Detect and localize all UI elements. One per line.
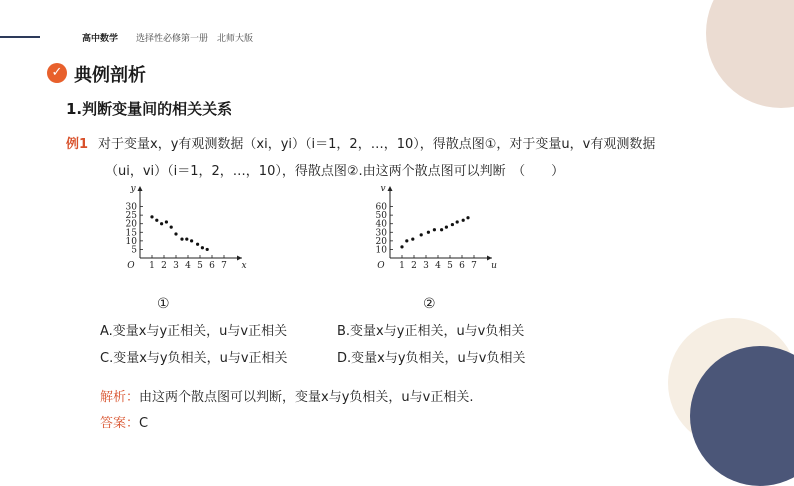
y-tick-label: 25 [125,211,137,222]
scatter-plot-2 [370,183,500,278]
data-point [155,219,158,222]
scatter-plot-1 [120,183,250,278]
y-tick-label: 10 [125,236,137,247]
answer-line [100,412,148,431]
figure-label-2: ② [423,296,436,312]
x-tick-label: 6 [459,261,465,271]
x-tick-label: 3 [173,261,179,271]
x-tick-label: 1 [149,261,155,271]
y-tick-label: 50 [375,211,387,222]
x-tick-label: 5 [197,261,203,271]
y-tick-label: 15 [125,228,137,239]
x-tick-label: 7 [221,261,227,271]
origin-label: O [127,261,135,271]
x-tick-label: 6 [209,261,215,271]
analysis-line [100,386,473,405]
section-title: 典例剖析 [74,65,146,86]
y-tick-label: 20 [375,236,387,247]
decorative-circle-beige [706,0,794,108]
y-tick-label: 5 [131,245,137,256]
y-axis-label: v [380,184,386,194]
data-point [201,246,204,249]
data-point [462,219,465,222]
origin-label: O [377,261,385,271]
y-tick-label: 40 [375,219,387,230]
y-tick-label: 30 [125,202,137,213]
data-point [180,238,183,241]
option-d[interactable]: D.变量x与y负相关，u与v负相关 [337,351,526,366]
question-line-2: （ui，vi）（i＝1，2，…，10），得散点图②.由这两个散点图可以判断 （ ） [105,164,565,179]
y-tick-label: 20 [125,219,137,230]
data-point [170,226,173,229]
option-c[interactable]: C.变量x与y负相关，u与v正相关 [100,351,288,366]
x-tick-label: 4 [435,261,441,271]
data-point [427,231,430,234]
data-point [165,220,168,223]
question-line-1 [66,133,655,152]
data-point [456,220,459,223]
y-tick-label: 60 [375,202,387,213]
y-axis-arrow-icon [138,186,143,191]
data-point [185,238,188,241]
option-a[interactable]: A.变量x与y正相关，u与v正相关 [100,324,288,339]
x-axis-label: u [491,261,497,271]
header-accent-bar [0,36,40,38]
data-point [400,245,403,248]
analysis-label: 解析： [100,390,140,405]
x-axis-arrow-icon [237,256,242,261]
x-tick-label: 2 [411,261,417,271]
data-point [206,248,209,251]
x-tick-label: 4 [185,261,191,271]
x-tick-label: 5 [447,261,453,271]
question-text-1: 对于变量x，y有观测数据（xi，yi）（i＝1，2，…，10），得散点图①，对于变量u，v有观测数据 [98,137,656,152]
data-point [150,215,153,218]
answer-text: C [139,416,149,431]
data-point [445,226,448,229]
data-point [160,222,163,225]
example-label: 例1 [66,137,89,152]
header-book-title: 高中数学 [82,34,119,44]
data-point [196,243,199,246]
header-subtitle: 选择性必修第一册 北师大版 [136,34,254,44]
x-tick-label: 2 [161,261,167,271]
x-axis-arrow-icon [487,256,492,261]
data-point [174,232,177,235]
data-point [451,223,454,226]
x-tick-label: 3 [423,261,429,271]
data-point [433,228,436,231]
figure-label-1: ① [157,296,170,312]
analysis-text: 由这两个散点图可以判断，变量x与y负相关，u与v正相关. [139,390,474,405]
y-axis-label: y [130,184,136,194]
y-axis-arrow-icon [388,186,393,191]
x-tick-label: 7 [471,261,477,271]
topic-title: 1.判断变量间的相关关系 [66,100,233,118]
data-point [420,233,423,236]
data-point [190,239,193,242]
check-circle-icon: ✓ [47,63,67,83]
option-b[interactable]: B.变量x与y正相关，u与v负相关 [337,324,525,339]
y-tick-label: 10 [375,245,387,256]
data-point [411,238,414,241]
data-point [466,216,469,219]
x-axis-label: x [241,261,247,271]
data-point [440,228,443,231]
y-tick-label: 30 [375,228,387,239]
data-point [405,239,408,242]
x-tick-label: 1 [399,261,405,271]
answer-label: 答案： [100,416,140,431]
